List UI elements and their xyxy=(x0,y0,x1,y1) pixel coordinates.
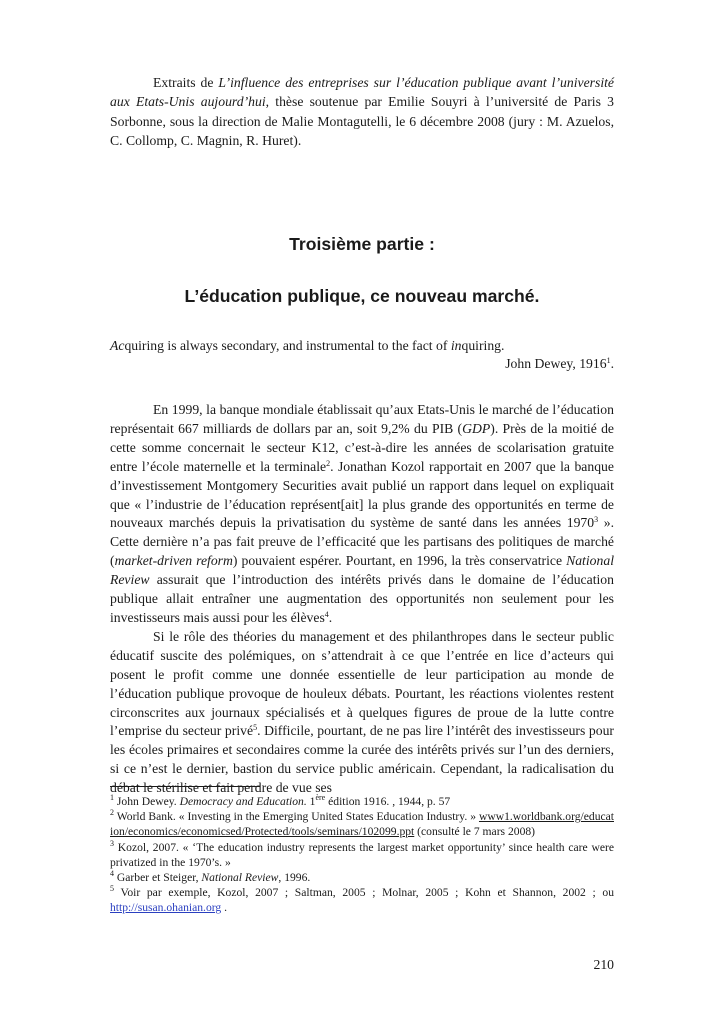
footnote-2-text-1: World Bank. « Investing in the Emerging United States Education Industry. » xyxy=(114,810,479,824)
footnote-1 xyxy=(110,794,614,809)
footnote-5-link[interactable]: http://susan.ohanian.org xyxy=(110,901,222,915)
p1-text-6: assurait que l’introduction des intérêts privés dans le domaine de l’éducation publique allait entraîner une augmentation des opportunités non seulement pour les investisseurs mais aussi pour les élèves xyxy=(110,572,614,625)
paragraph-2 xyxy=(110,628,614,798)
footnote-2-text-2: (consulté le 7 mars 2008) xyxy=(414,825,536,839)
epigraph-in: in xyxy=(450,338,462,353)
p1-text-2: ). Près de la moitié de cette somme concernait le secteur K12, c’est-à-dire les années de scolarisation gratuite entre l’école maternelle et la terminale xyxy=(110,420,614,474)
footnote-5 xyxy=(110,885,614,915)
p1-text-7: . xyxy=(328,609,333,625)
paragraph-1 xyxy=(110,401,614,628)
footnote-5-number: 5 xyxy=(110,884,114,894)
footnote-2-number: 2 xyxy=(110,808,114,818)
p2-text-1: Si le rôle des théories du management et des philanthropes dans le secteur public éducatif suscite des polémiques, on s’attendrait à ce que l’entrée en lice d’acteurs qui posent le profit comme une donnée essentielle de leur participation au monde de l’éducation publique provoque de houleux débats. Pourtant, les réactions violentes restent circonscrites aux journaux spécialisés et à quelques figures de proue de la lutte contre l’emprise du secteur privé xyxy=(110,628,614,739)
footnote-ref-5[interactable]: 5 xyxy=(253,723,258,733)
footnote-3-number: 3 xyxy=(110,838,114,848)
intro-text-end: , thèse soutenue par Emilie Souyri à l’université de Paris 3 Sorbonne, sous la direction de Malie Montagutelli, le 6 décembre 2008 (jury : M. Azuelos, C. Collomp, C. Magnin, R. Huret). xyxy=(110,94,614,149)
intro-paragraph xyxy=(110,73,614,151)
footnote-ref-1[interactable]: 1 xyxy=(606,356,611,365)
footnote-4-title: National Review xyxy=(201,871,279,885)
footnote-5-text-1: Voir par exemple, Kozol, 2007 ; Saltman, 2005 ; Molnar, 2005 ; Kohn et Shannon, 2002 ; ou xyxy=(114,886,614,900)
p1-text-4: ». Cette dernière n’a pas fait preuve de l’efficacité que les partisans des politiques de marché ( xyxy=(110,515,615,569)
footnote-divider xyxy=(110,786,260,787)
footnote-4-number: 4 xyxy=(110,869,114,879)
footnote-4-text-2: , 1996. xyxy=(278,871,311,885)
thesis-title: L’influence des entreprises sur l’éducation publique avant l’université aux Etats-Unis aujourd’hui xyxy=(110,75,614,110)
footnote-4-text-1: Garber et Steiger, xyxy=(114,871,202,885)
footnote-3-text: Kozol, 2007. « ‘The education industry represents the largest market opportunity’ since health care were privatized in the 1970’s. » xyxy=(110,840,614,869)
epigraph-text-2: quiring. xyxy=(461,338,505,353)
page-number: 210 xyxy=(593,957,614,972)
footnote-3 xyxy=(110,840,614,870)
attribution-end: . xyxy=(610,356,614,371)
p1-text-3: . Jonathan Kozol rapportait en 2007 que la banque d’investissement Montgomery Securities avait publié un rapport dans lequel on expliquait que « l’industrie de l’éducation représent[ait] la plus grande des opportunités en terme de nouveaux marchés depuis la privatisation du système de santé dans les années 1970 xyxy=(110,458,614,531)
footnote-1-text-3: édition 1916. , 1944, p. 57 xyxy=(325,795,451,808)
footnote-2 xyxy=(110,809,614,839)
p1-text-1: En 1999, la banque mondiale établissait qu’aux Etats-Unis le marché de l’éducation représentait 667 milliards de dollars par an, soit 9,2% du PIB ( xyxy=(110,402,614,436)
epigraph xyxy=(110,337,614,373)
attribution-name: John Dewey, 1916 xyxy=(505,356,607,371)
footnote-1-number: 1 xyxy=(110,793,114,802)
footnote-ref-2[interactable]: 2 xyxy=(326,458,331,468)
p1-text-5: ) pouvaient espérer. Pourtant, en 1996, la très conservatrice xyxy=(232,553,567,569)
part-heading: Troisième partie : xyxy=(289,234,435,254)
epigraph-attribution xyxy=(110,355,614,373)
footnote-1-sup: ère xyxy=(315,793,326,802)
footnote-1-text-2: 1 xyxy=(306,795,316,808)
body-text xyxy=(110,401,614,798)
p1-gdp: GDP xyxy=(462,420,491,436)
footnote-4 xyxy=(110,870,614,885)
footnote-1-title: Democracy and Education. xyxy=(179,795,307,808)
p1-national-review: National Review xyxy=(110,553,614,588)
footnote-1-text-1: John Dewey. xyxy=(114,795,180,808)
intro-text-start: Extraits de xyxy=(153,75,219,90)
footnote-ref-4[interactable]: 4 xyxy=(324,609,329,619)
footnote-2-url[interactable]: www1.worldbank.org/education/economics/economicsed/Protected/tools/seminars/102099.ppt xyxy=(110,810,614,839)
epigraph-quote xyxy=(110,337,614,355)
epigraph-text-1: quiring is always secondary, and instrumental to the fact of xyxy=(124,338,451,353)
chapter-title: L’éducation publique, ce nouveau marché. xyxy=(184,286,540,306)
epigraph-ac: Ac xyxy=(110,338,125,353)
p1-market-driven-reform: market-driven reform xyxy=(114,553,233,569)
p2-text-2: . Difficile, pourtant, de ne pas lire l’intérêt des investisseurs pour les écoles primaires et secondaires comme la curée des intérêts privés sur l’un des derniers, si ce n’est le dernier, bastion du service public américain. Cependant, la radicalisation du débat le stérilise et fait perdre de vue ses xyxy=(110,723,614,796)
footnote-ref-3[interactable]: 3 xyxy=(594,515,599,525)
footnote-5-text-2: . xyxy=(221,901,228,915)
footnotes xyxy=(110,794,614,916)
